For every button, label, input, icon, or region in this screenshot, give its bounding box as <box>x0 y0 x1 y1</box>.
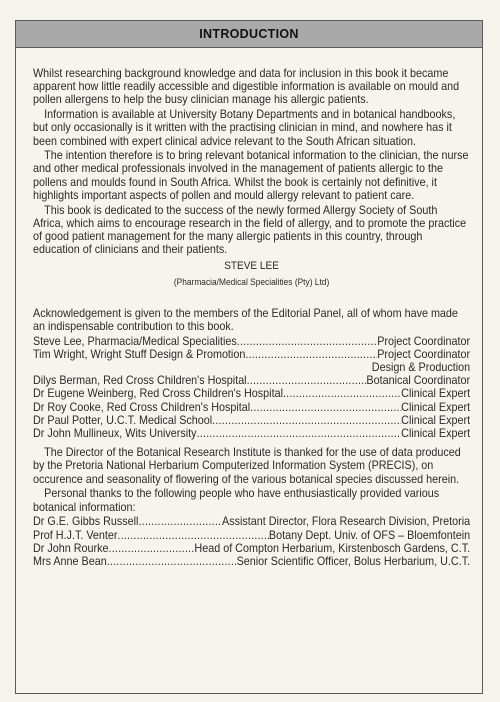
acknowledgement-paragraph: Acknowledgement is given to the members of the Editorial Panel, all of whom have made an indispensable contribution to this book. <box>33 306 458 333</box>
leader-dots <box>245 348 377 361</box>
page-title: INTRODUCTION <box>199 27 299 41</box>
panel-member-role-extra: Design & Production <box>371 361 471 375</box>
intro-paragraph-1: Whilst researching background knowledge and data for inclusion in this book it became apparent how little readily accessible and digestible information is available on mould and pollen allergens to help the busy clinician manage his allergic patients. <box>33 67 460 107</box>
intro-paragraph-2: Information is available at University Botany Departments and in botanical handbooks, but only occasionally is it written with the practising clinician in mind, and nowhere has it been combined with expert clinical advice relevant to the South African situation. <box>33 108 456 148</box>
director-paragraph: The Director of the Botanical Research Institute is thanked for the use of data produced by the Pretoria National Herbarium Computerized Information System (PRECIS), on occurence and seasonality of flowering of the various botanical species discussed herein. <box>33 446 461 486</box>
leader-dots <box>197 427 402 440</box>
panel-member-role: Clinical Expert <box>401 413 471 427</box>
body-text <box>33 67 470 568</box>
page-frame <box>15 20 483 694</box>
panel-row <box>33 335 470 348</box>
leader-dots <box>117 529 268 542</box>
panel-row <box>33 414 470 427</box>
contributor-role: Assistant Director, Flora Research Division, Pretoria <box>222 515 471 529</box>
intro-paragraph-3: The intention therefore is to bring relevant botanical information to the clinician, the nurse and other medical professionals involved in the management of patients allergic to the pollens and moulds found in South Africa. Whilst the book is certainly not definitive, it highlights important aspects of pollen and mould allergy relevant to patient care. <box>33 149 469 202</box>
panel-member-name: Dilys Berman, Red Cross Children's Hospital <box>33 374 247 388</box>
panel-member-role: Clinical Expert <box>401 427 471 441</box>
panel-member-name: Dr Paul Potter, U.C.T. Medical School <box>33 413 213 427</box>
contributor-row <box>33 555 470 568</box>
leader-dots <box>247 374 367 387</box>
panel-member-role: Project Coordinator <box>377 347 471 361</box>
leader-dots <box>138 515 222 528</box>
panel-member-name: Dr John Mullineux, Wits University <box>33 427 197 441</box>
contributor-name: Mrs Anne Bean <box>33 554 107 568</box>
contributor-role: Senior Scientific Officer, Bolus Herbarium, U.C.T. <box>236 554 471 568</box>
contributor-name: Dr John Rourke <box>33 541 109 555</box>
editorial-panel-list <box>33 335 470 441</box>
panel-row <box>33 348 470 361</box>
contributor-name: Dr G.E. Gibbs Russell <box>33 515 139 529</box>
contributor-row <box>33 529 470 542</box>
panel-row <box>33 427 470 440</box>
panel-member-role: Clinical Expert <box>401 387 471 401</box>
contributors-list <box>33 515 470 568</box>
panel-member-name: Tim Wright, Wright Stuff Design & Promotion <box>33 347 246 361</box>
panel-member-role: Project Coordinator <box>377 334 471 348</box>
panel-member-name: Dr Eugene Weinberg, Red Cross Children's Hospital <box>33 387 283 401</box>
leader-dots <box>212 414 401 427</box>
contributor-row <box>33 515 470 528</box>
panel-row <box>33 387 470 400</box>
leader-dots <box>237 335 377 348</box>
leader-dots <box>250 401 401 414</box>
contributor-name: Prof H.J.T. Venter <box>33 528 118 542</box>
panel-member-name: Dr Roy Cooke, Red Cross Children's Hospital <box>33 400 251 414</box>
panel-row <box>33 401 470 414</box>
leader-dots <box>283 387 401 400</box>
contributor-row <box>33 542 470 555</box>
intro-paragraph-4: This book is dedicated to the success of the newly formed Allergy Society of South Africa, which aims to encourage research in the field of allergy, and to promote the practice of good patient management for the many allergic patients in this country, through education of clinicians and their patients. <box>33 203 467 257</box>
leader-dots <box>107 555 237 568</box>
signature-name: STEVE LEE <box>224 260 279 273</box>
contributor-role: Botany Dept. Univ. of OFS – Bloemfontein <box>268 528 471 542</box>
panel-member-role: Botanical Coordinator <box>366 374 471 388</box>
contributor-role: Head of Compton Herbarium, Kirstenbosch Gardens, C.T. <box>194 541 471 555</box>
panel-row <box>33 374 470 387</box>
panel-member-role: Clinical Expert <box>401 400 471 414</box>
signature-company: (Pharmacia/Medical Specialities (Pty) Ltd) <box>173 276 330 287</box>
personal-thanks-paragraph: Personal thanks to the following people who have enthusiastically provided various botanical information: <box>33 487 440 514</box>
panel-member-name: Steve Lee, Pharmacia/Medical Specialities <box>33 334 237 348</box>
leader-dots <box>109 542 195 555</box>
header-band <box>16 21 482 48</box>
